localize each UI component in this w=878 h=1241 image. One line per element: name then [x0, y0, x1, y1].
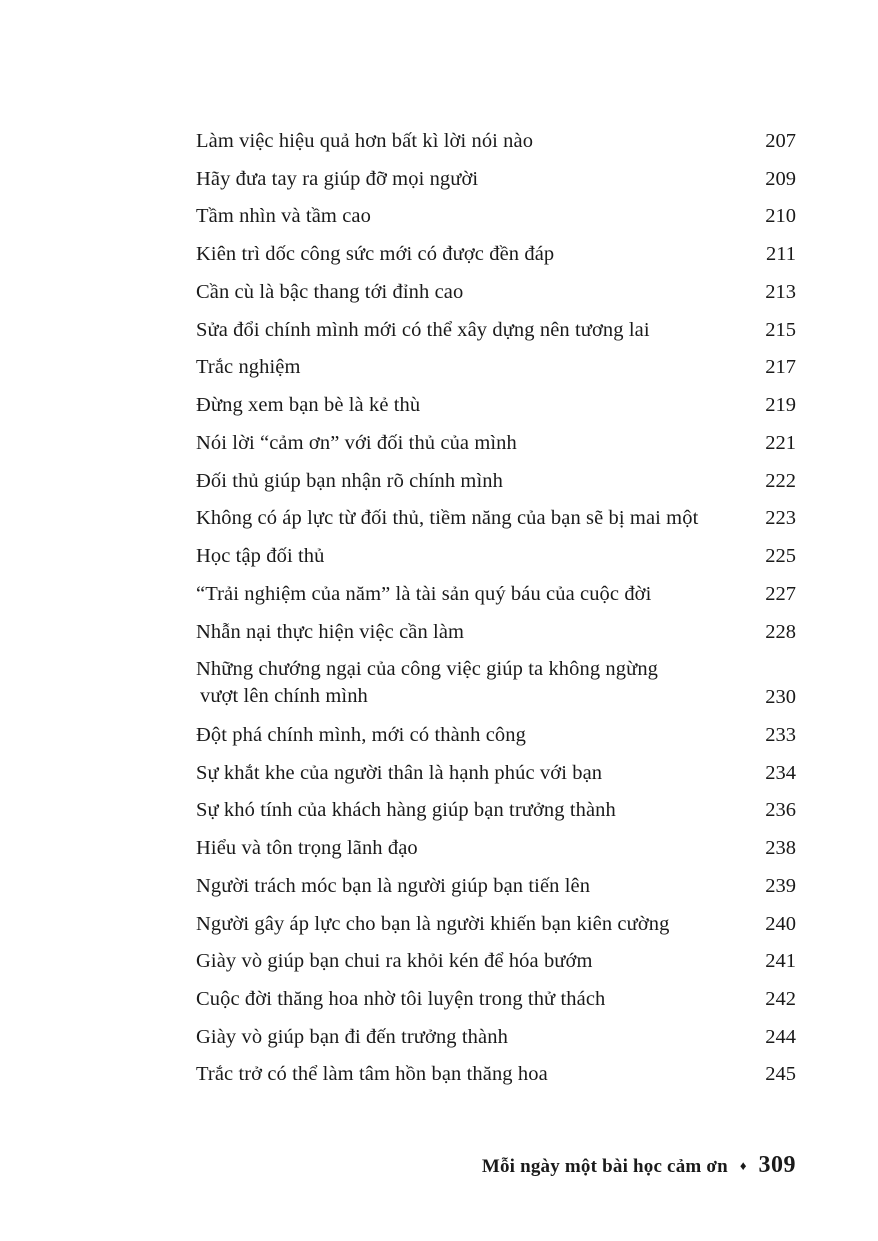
footer-book-title: Mỗi ngày một bài học cảm ơn: [481, 1156, 728, 1177]
toc-entry: [196, 166, 796, 192]
toc-entry-page: 244: [765, 1025, 796, 1048]
toc-entry-page: 245: [765, 1063, 796, 1086]
toc-entry-title: [196, 656, 658, 710]
toc-entry-title: Sự khắt khe của người thân là hạnh phúc với bạn: [196, 761, 603, 784]
toc-entry-title: “Trải nghiệm của năm” là tài sản quý báu của cuộc đời: [196, 582, 652, 605]
toc-entry-page: 236: [765, 799, 796, 822]
toc-entry-page: 227: [765, 582, 796, 605]
toc-entry-title-line2: vượt lên chính mình: [200, 685, 368, 708]
toc-entry: [196, 986, 796, 1012]
toc-entry-page: 215: [765, 318, 796, 341]
toc-entry-page: 234: [765, 761, 796, 784]
toc-entry-page: 210: [765, 205, 796, 228]
toc-entry: [196, 430, 796, 456]
toc-entry-page: 240: [765, 912, 796, 935]
toc-entry-title: Không có áp lực từ đối thủ, tiềm năng của bạn sẽ bị mai một: [196, 507, 699, 530]
toc-entry: [196, 1061, 796, 1087]
toc-entry-page: 225: [765, 545, 796, 568]
toc-entry-page: 211: [766, 243, 796, 266]
toc-entry-page: 213: [765, 280, 796, 303]
toc-entry: [196, 203, 796, 229]
toc-entry-title-line1: Những chướng ngại của công việc giúp ta không ngừng: [196, 658, 659, 681]
toc-entry-page: 223: [765, 507, 796, 530]
toc-entry-title: Người gây áp lực cho bạn là người khiến bạn kiên cường: [196, 912, 670, 935]
toc-entry: [196, 619, 796, 645]
toc-entry-title: Giày vò giúp bạn chui ra khỏi kén để hóa bướm: [196, 950, 593, 973]
toc-entry: [196, 722, 796, 748]
toc-entry: [196, 392, 796, 418]
toc-entry: [196, 317, 796, 343]
toc-entry-page: 221: [765, 431, 796, 454]
toc-entry-page: 242: [765, 988, 796, 1011]
table-of-contents: [196, 128, 796, 1099]
toc-entry-title: Cuộc đời thăng hoa nhờ tôi luyện trong thử thách: [196, 988, 606, 1011]
toc-entry: [196, 354, 796, 380]
toc-entry-page: 239: [765, 874, 796, 897]
toc-entry-title: Học tập đối thủ: [196, 545, 325, 568]
toc-entry: [196, 279, 796, 305]
toc-entry: [196, 656, 796, 710]
toc-entry-title: Người trách móc bạn là người giúp bạn tiến lên: [196, 874, 591, 897]
toc-entry-title: Trắc trở có thể làm tâm hồn bạn thăng hoa: [196, 1063, 548, 1086]
toc-entry: [196, 543, 796, 569]
toc-entry: [196, 911, 796, 937]
toc-entry-title: Hiểu và tôn trọng lãnh đạo: [196, 837, 418, 860]
toc-entry-title: Tầm nhìn và tầm cao: [196, 205, 371, 228]
page-footer: [482, 1152, 796, 1179]
toc-entry-title: Trắc nghiệm: [196, 356, 301, 379]
toc-entry-title: Đột phá chính mình, mới có thành công: [196, 723, 526, 746]
toc-entry-page: 217: [765, 356, 796, 379]
toc-entry-page: 228: [765, 620, 796, 643]
toc-entry: [196, 128, 796, 154]
toc-entry-page: 233: [765, 723, 796, 746]
toc-entry-title: Làm việc hiệu quả hơn bất kì lời nói nào: [196, 130, 534, 152]
toc-entry-title: Đừng xem bạn bè là kẻ thù: [196, 394, 421, 417]
diamond-icon: ♦: [739, 1158, 747, 1173]
toc-entry-title: Sự khó tính của khách hàng giúp bạn trưởng thành: [196, 799, 616, 822]
toc-entry-page: 230: [765, 686, 796, 709]
toc-entry: [196, 835, 796, 861]
toc-entry: [196, 948, 796, 974]
toc-entry-page: 209: [765, 167, 796, 190]
toc-entry: [196, 241, 796, 267]
toc-entry-title: Cần cù là bậc thang tới đỉnh cao: [196, 280, 464, 303]
toc-entry-page: 219: [765, 394, 796, 417]
toc-entry-title: Đối thủ giúp bạn nhận rõ chính mình: [196, 469, 503, 492]
toc-entry-page: 238: [765, 837, 796, 860]
toc-entry-page: 222: [765, 469, 796, 492]
toc-entry-page: 207: [765, 130, 796, 152]
footer-page-number: 309: [758, 1152, 796, 1178]
toc-entry: [196, 760, 796, 786]
toc-entry: [196, 873, 796, 899]
toc-entry-title: Nhẫn nại thực hiện việc cần làm: [196, 620, 465, 643]
toc-entry: [196, 1024, 796, 1050]
toc-entry-title: Nói lời “cảm ơn” với đối thủ của mình: [196, 431, 517, 454]
toc-entry: [196, 581, 796, 607]
toc-entry: [196, 505, 796, 531]
toc-entry-title: Giày vò giúp bạn đi đến trưởng thành: [196, 1025, 508, 1048]
toc-entry-title: Hãy đưa tay ra giúp đỡ mọi người: [196, 167, 479, 190]
toc-entry: [196, 468, 796, 494]
toc-entry: [196, 797, 796, 823]
toc-entry-title: Kiên trì dốc công sức mới có được đền đáp: [196, 243, 555, 266]
toc-entry-title: Sửa đổi chính mình mới có thể xây dựng nên tương lai: [196, 318, 650, 341]
toc-entry-page: 241: [765, 950, 796, 973]
